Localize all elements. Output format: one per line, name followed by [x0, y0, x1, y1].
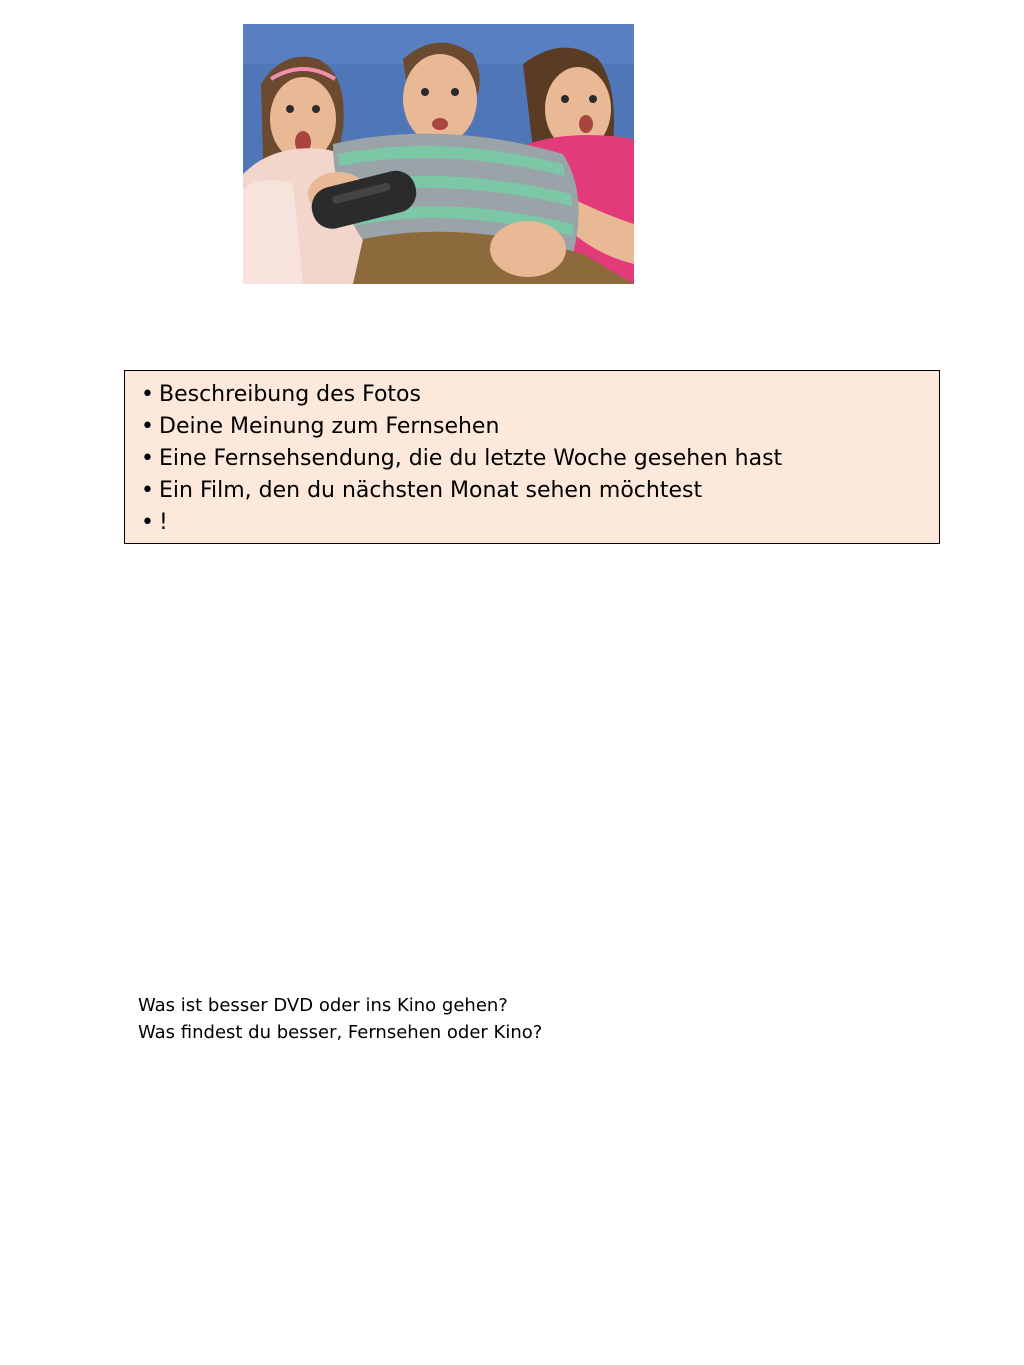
bullet-symbol: •	[141, 414, 154, 439]
question-dvd-or-cinema: Was ist besser DVD oder ins Kino gehen?	[138, 995, 508, 1016]
bullet-symbol: •	[141, 382, 154, 407]
bullet-symbol: •	[141, 478, 154, 503]
bullet-text: Beschreibung des Fotos	[159, 382, 421, 407]
bullet-symbol: •	[141, 446, 154, 471]
bullet-text: !	[159, 510, 168, 535]
bullet-item-film-next-month	[141, 475, 939, 507]
question-tv-or-cinema: Was findest du besser, Fernsehen oder Kino?	[138, 1022, 543, 1043]
bullet-item-tv-show-last-week	[141, 443, 939, 475]
bullet-symbol: •	[141, 510, 154, 535]
bullet-item-unexpected	[141, 507, 939, 539]
bullet-item-opinion-tv	[141, 411, 939, 443]
task-bullet-list	[141, 379, 939, 539]
task-bullet-box	[124, 370, 940, 544]
bullet-text: Ein Film, den du nächsten Monat sehen möchtest	[159, 478, 703, 503]
photo-children-watching-tv	[243, 24, 634, 284]
discussion-questions	[138, 992, 838, 1046]
photo-illustration	[243, 24, 634, 284]
bullet-text: Eine Fernsehsendung, die du letzte Woche gesehen hast	[159, 446, 783, 471]
bullet-item-photo-description	[141, 379, 939, 411]
bullet-text: Deine Meinung zum Fernsehen	[159, 414, 500, 439]
